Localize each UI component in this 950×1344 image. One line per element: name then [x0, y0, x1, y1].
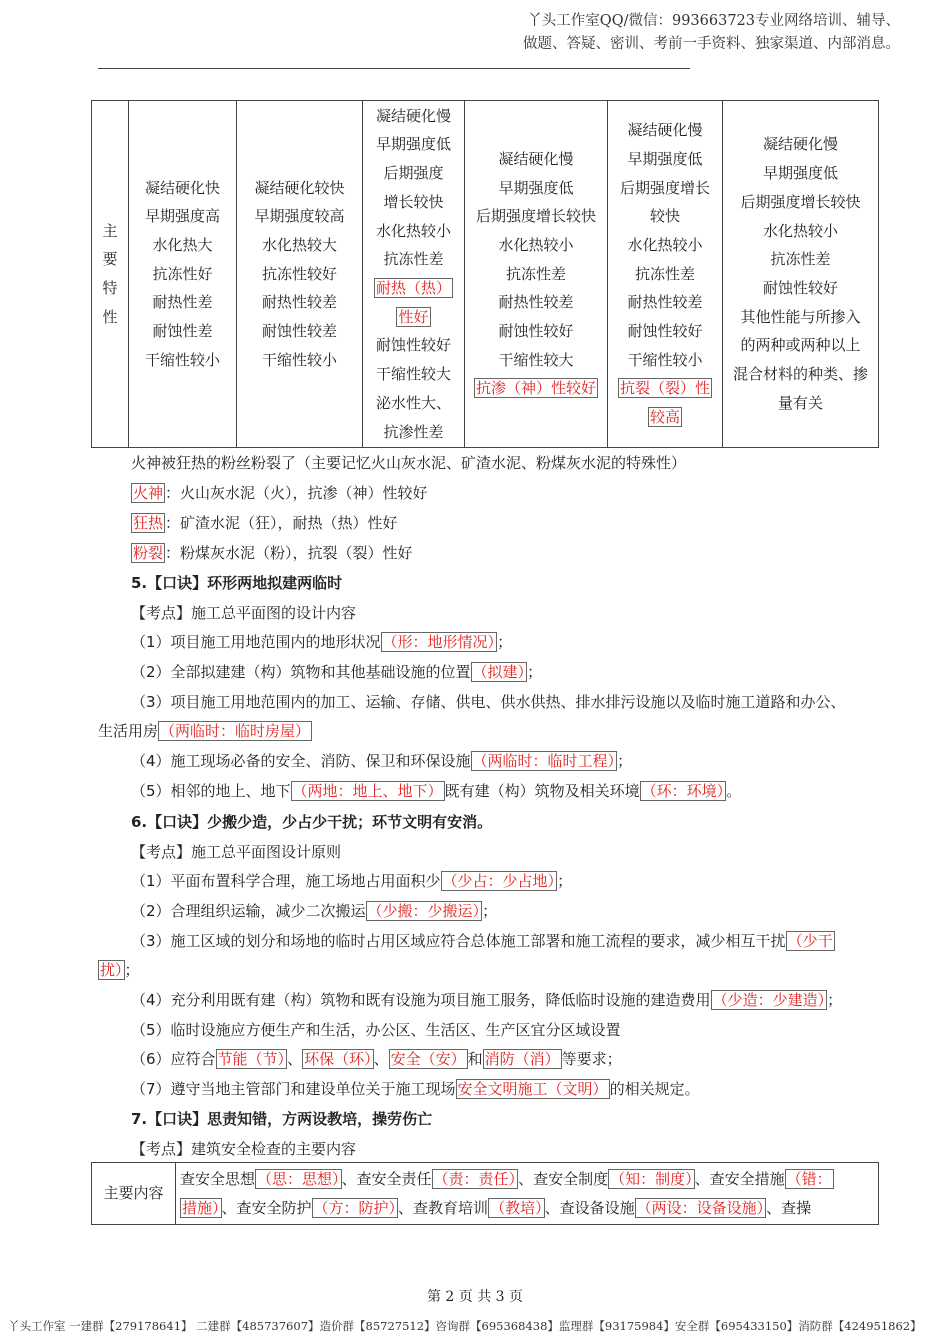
props-col-5: 凝结硬化慢 早期强度低 后期强度增长 较快 水化热较小 抗冻性差 耐热性较差 耐蚀性较好 干缩性较小 抗裂（裂）性 较高 — [608, 101, 723, 448]
section-5-item-2: （2）全部拟建建（构）筑物和其他基础设施的位置 （拟建） ； — [131, 663, 543, 681]
check-text: 、查操 — [766, 1198, 812, 1217]
props-col-1: 凝结硬化快 早期强度高 水化热大 抗冻性好 耐热性差 耐蚀性差 干缩性较小 — [129, 101, 237, 448]
check-text: 查安全思想 — [180, 1169, 256, 1188]
section-6-item-7: （7）遵守当地主管部门和建设单位关于施工现场 安全文明施工（文明） 的相关规定。 — [131, 1080, 700, 1098]
safety-check-table — [91, 1162, 879, 1225]
section-6-title: 6.【口诀】少搬少造，少占少干扰；环节文明有安消。 — [131, 813, 493, 831]
highlight-box: 较高 — [649, 408, 680, 427]
safety-check-line-1 — [180, 1165, 874, 1194]
props-col-4: 凝结硬化慢 早期强度低 后期强度增长较快 水化热较小 抗冻性差 耐热性较差 耐蚀性较好 干缩性较大 抗渗（神）性较好 — [465, 101, 608, 448]
highlight-box: 措施） — [182, 1198, 220, 1217]
highlight-box: （教培） — [490, 1198, 543, 1217]
section-7-point: 【考点】建筑安全检查的主要内容 — [131, 1140, 357, 1158]
highlight-box: 耐热（热） — [375, 279, 451, 297]
check-text: 、查安全制度 — [518, 1169, 609, 1188]
safety-check-line-2 — [180, 1194, 874, 1223]
section-6-item-4: （4）充分利用既有建（构）筑物和既有设施为项目施工服务，降低临时设施的建造费用 （少造：少建造） ； — [131, 991, 843, 1009]
section-6-item-3-cont: 扰） ； — [100, 961, 140, 979]
mnemonic-item: 狂热 ：矿渣水泥（狂），耐热（热）性好 — [133, 514, 398, 532]
highlight-box: （知：制度） — [610, 1169, 693, 1188]
highlight-box: （方：防护） — [313, 1198, 397, 1217]
mnemonic-item: 粉裂 ：粉煤灰水泥（粉），抗裂（裂）性好 — [133, 544, 413, 562]
section-5-item-5: （5）相邻的地上、地下 （两地：地上、地下） 既有建（构）筑物及相关环境 （环：环境） 。 — [131, 782, 742, 800]
props-col-6: 凝结硬化慢 早期强度低 后期强度增长较快 水化热较小 抗冻性差 耐蚀性较好 其他性能与所掺入 的两种或两种以上 混合材料的种类、掺 量有关 — [723, 101, 879, 448]
page-footer: 丫头工作室 一建群【279178641】 二建群【485737607】造价群【85727512】咨询群【695368438】监理群【93175984】安全群【695433150】消防群【424951862】 — [8, 1319, 922, 1333]
check-text: 、查安全责任 — [341, 1169, 432, 1188]
section-7-title: 7.【口诀】思责知错，方两设教培，操劳伤亡 — [131, 1110, 433, 1128]
check-text: 、查安全措施 — [694, 1169, 785, 1188]
highlight-box: （思：思想） — [257, 1169, 340, 1188]
section-5-item-1: （1）项目施工用地范围内的地形状况 （形：地形情况） ； — [131, 633, 513, 651]
highlight-box: （责：责任） — [433, 1169, 517, 1188]
section-5-point: 【考点】施工总平面图的设计内容 — [131, 604, 357, 622]
page-number: 第 2 页 共 3 页 — [426, 1289, 524, 1305]
section-6-item-1: （1）平面布置科学合理，施工场地占用面积少 （少占：少占地） ； — [131, 872, 573, 890]
highlight-box: 性好 — [398, 307, 429, 326]
props-col-2: 凝结硬化较快 早期强度较高 水化热较大 抗冻性较好 耐热性较差 耐蚀性较差 干缩性较小 — [237, 101, 363, 448]
section-5-item-3-cont: 生活用房 （两临时：临时房屋） — [98, 722, 311, 740]
safety-check-label: 主要内容 — [92, 1163, 176, 1225]
section-5-item-3: （3）项目施工用地范围内的加工、运输、存储、供电、供水供热、排水排污设施以及临时施工道路和办公、 — [131, 693, 846, 711]
mnemonic-intro: 火神被狂热的粉丝粉裂了（主要记忆火山灰水泥、矿渣水泥、粉煤灰水泥的特殊性） — [131, 454, 687, 472]
header-line-1: 丫头工作室QQ/微信：993663723专业网络培训、辅导、 — [527, 13, 900, 29]
check-text: 、查设备设施 — [544, 1198, 635, 1217]
section-6-item-2: （2）合理组织运输，减少二次搬运 （少搬：少搬运） ； — [131, 902, 498, 920]
header-divider — [98, 68, 690, 69]
header-line-2: 做题、答疑、密训、考前一手资料、独家渠道、内部消息。 — [523, 36, 900, 52]
cement-properties-table — [91, 100, 879, 448]
safety-check-content — [176, 1163, 879, 1225]
highlight-box: （错： — [786, 1169, 832, 1188]
section-6-item-6: （6）应符合 节能（节） 、 环保（环） 、 安全（安） 和 消防（消） 等要求； — [131, 1050, 622, 1068]
check-text: 、查安全防护 — [221, 1198, 312, 1217]
section-6-point: 【考点】施工总平面图设计原则 — [131, 843, 342, 861]
section-5-title: 5.【口诀】环形两地拟建两临时 — [131, 574, 343, 592]
highlight-box: 抗裂（裂）性 — [619, 379, 710, 398]
section-5-item-4: （4）施工现场必备的安全、消防、保卫和环保设施 （两临时：临时工程） ； — [131, 752, 633, 770]
check-text: 、查教育培训 — [398, 1198, 489, 1217]
highlight-box: 抗渗（神）性较好 — [475, 379, 596, 398]
section-6-item-3: （3）施工区域的划分和场地的临时占用区域应符合总体施工部署和施工流程的要求，减少相互干扰 （少干 — [131, 932, 833, 950]
highlight-box: （两设：设备设施） — [636, 1198, 765, 1217]
mnemonic-item: 火神 ：火山灰水泥（火），抗渗（神）性较好 — [133, 484, 428, 502]
props-label-cell: 主 要 特 性 — [92, 101, 129, 448]
section-6-item-5: （5）临时设施应方便生产和生活，办公区、生活区、生产区宜分区域设置 — [131, 1021, 621, 1039]
props-col-3: 凝结硬化慢 早期强度低 后期强度 增长较快 水化热较小 抗冻性差 耐热（热） 性好 耐蚀性较好 干缩性较大 泌水性大、 抗渗性差 — [363, 101, 465, 448]
page-header — [380, 10, 900, 56]
